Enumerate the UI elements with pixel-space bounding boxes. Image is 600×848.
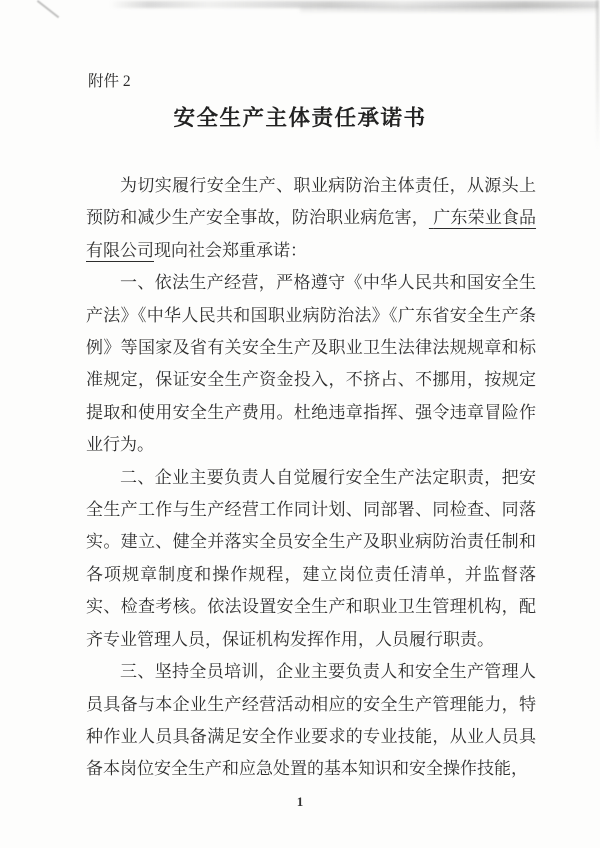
attachment-label: 附件 2 [88, 73, 131, 90]
intro-paragraph [86, 170, 536, 267]
intro-prefix-text: 为切实履行安全生产、职业病防治主体责任，从源头上预防和减少生产安全事故，防治职业病危害， [86, 176, 536, 228]
page-number: 1 [296, 794, 304, 809]
document-title: 安全生产主体责任承诺书 [173, 106, 427, 130]
company-name-underlined: 广东荣业食品有限公司 [86, 208, 537, 260]
clause-paragraph-1: 一、依法生产经营，严格遵守《中华人民共和国安全生产法》《中华人民共和国职业病防治法》《广东省安全生产条例》等国家及省有关安全生产及职业卫生法律法规规章和标准规定，保证安全生产资金投入，不挤占、不挪用，按规定提取和使用安全生产费用。杜绝违章指挥、强令违章冒险作业行为。 [86, 273, 536, 455]
scan-artifact-right-edge [596, 0, 599, 150]
document-body [86, 170, 536, 786]
clause-paragraph-3: 三、坚持全员培训，企业主要负责人和安全生产管理人员具备与本企业生产经营活动相应的安全生产管理能力，特种作业人员具备满足安全作业要求的专业技能，从业人员具备本岗位安全生产和应急处置的基本知识和安全操作技能， [86, 662, 536, 779]
intro-suffix-text: 现向社会郑重承诺： [154, 240, 307, 260]
clause-paragraph-2: 二、企业主要负责人自觉履行安全生产法定职责，把安全生产工作与生产经营工作同计划、同部署、同检查、同落实。建立、健全并落实全员安全生产及职业病防治责任制和各项规章制度和操作规程，建立岗位责任清单，并监督落实、检查考核。依法设置安全生产和职业卫生管理机构，配齐专业管理人员，保证机构发挥作用，人员履行职责。 [86, 467, 536, 649]
scan-artifact-top-smudge [300, 6, 598, 12]
scan-artifact-diagonal-line [37, 0, 59, 18]
